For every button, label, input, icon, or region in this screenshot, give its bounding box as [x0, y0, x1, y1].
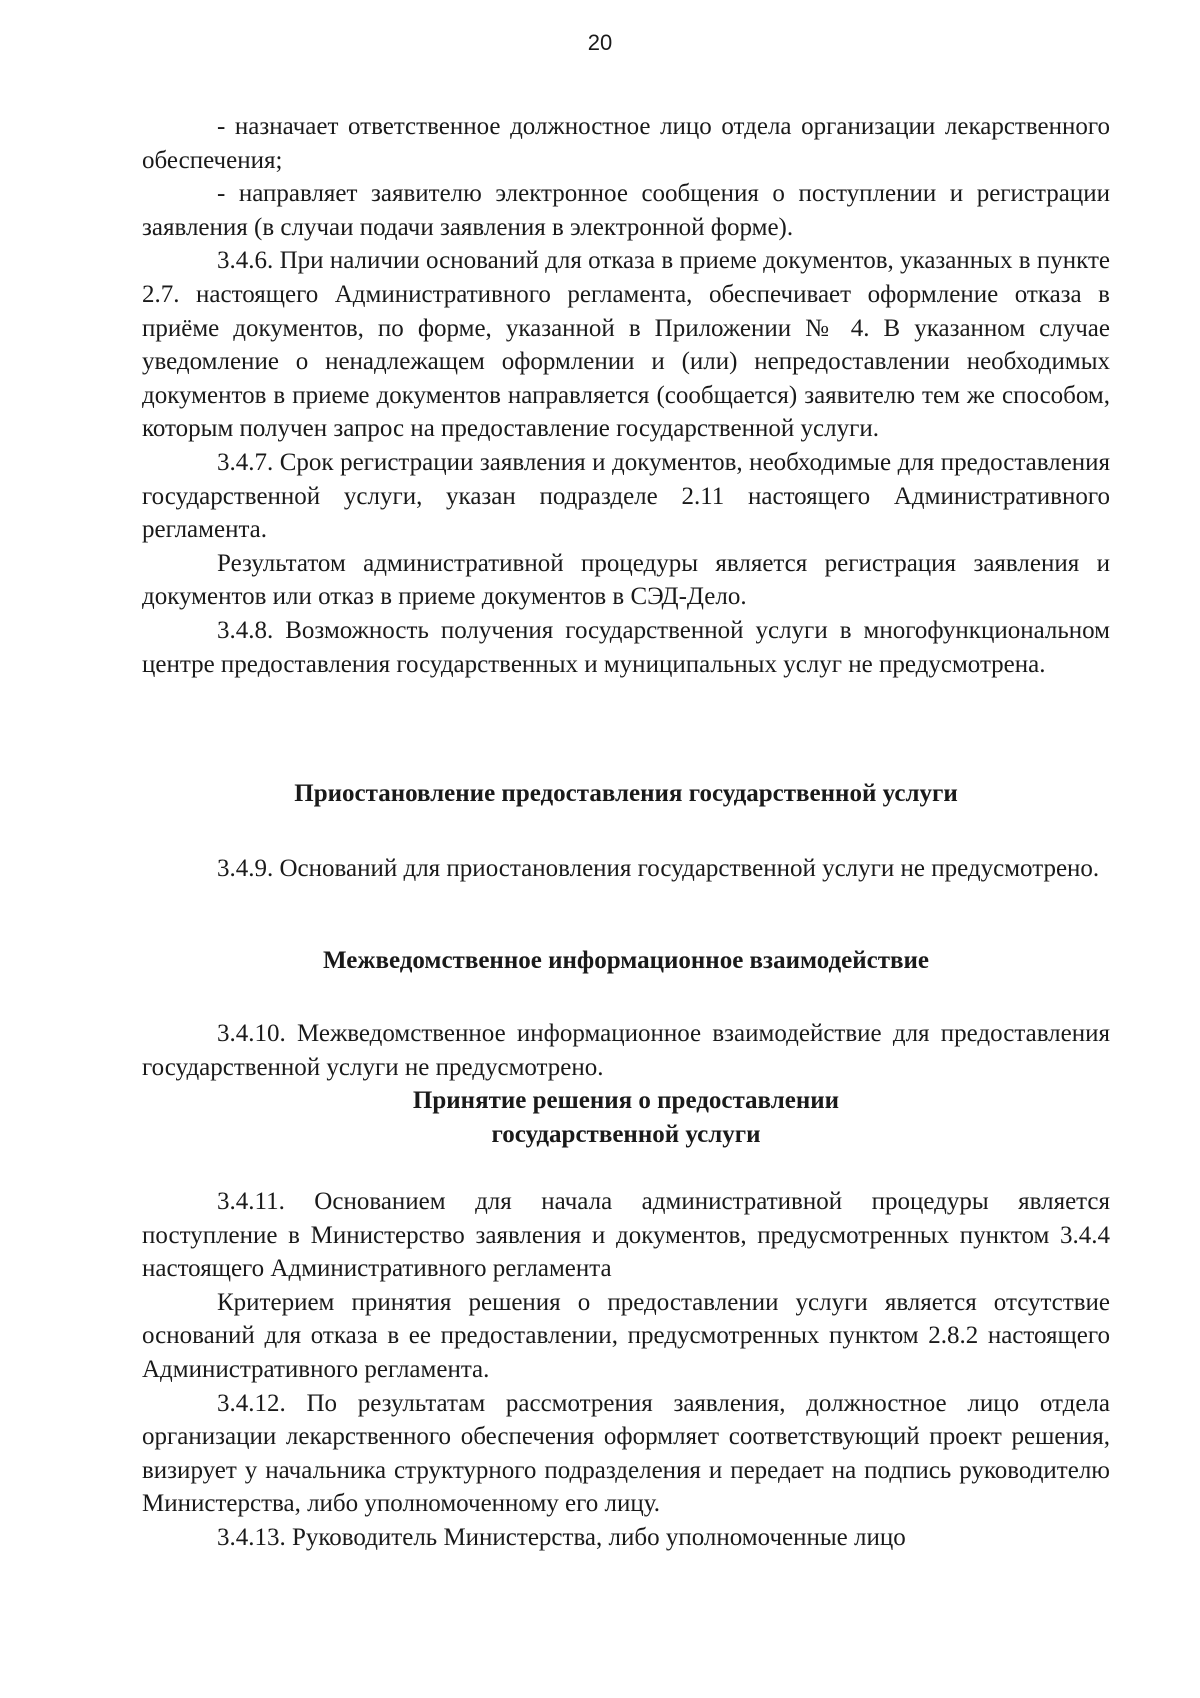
section-heading: Межведомственное информационное взаимодействие [323, 947, 929, 974]
section-3-4-registration [142, 110, 1110, 681]
paragraph: 3.4.10. Межведомственное информационное взаимодействие для предоставления государственной услуги не предусмотрено. [142, 1020, 1110, 1081]
heading-suspension-block [142, 777, 1110, 811]
section-heading: Принятие решения о предоставлении [412, 1087, 840, 1115]
paragraph: 3.4.12. По результатам рассмотрения заявления, должностное лицо отдела организации лекарственного обеспечения оформляет соответствующий проект решения, визирует у начальника структурного подразделения и передает на подпись руководителю Министерства, либо уполномоченному его лицу. [142, 1389, 1110, 1518]
section-decision [142, 1185, 1110, 1555]
paragraph: 3.4.8. Возможность получения государственной услуги в многофункциональном центре предоставления государственных и муниципальных услуг не предусмотрена. [142, 616, 1110, 678]
section-interagency [142, 1017, 1110, 1151]
section-heading: государственной услуги [491, 1120, 761, 1148]
paragraph: Критерием принятия решения о предоставлении услуги является отсутствие оснований для отказа в ее предоставлении, предусмотренных пунктом 2.8.2 настоящего Административного регламента. [142, 1288, 1110, 1383]
paragraph: 3.4.11. Основанием для начала административной процедуры является поступление в Министерство заявления и документов, предусмотренных пунктом 3.4.4 настоящего Административного регламента [142, 1188, 1110, 1283]
page-number: 20 [587, 30, 613, 55]
paragraph: 3.4.9. Оснований для приостановления государственной услуги не предусмотрено. [217, 855, 1100, 882]
paragraph: 3.4.7. Срок регистрации заявления и документов, необходимые для предоставления государственной услуги, указан подразделе 2.11 настоящего Административного регламента. [142, 448, 1110, 544]
paragraph: 3.4.6. При наличии оснований для отказа в приеме документов, указанных в пункте 2.7. настоящего Административного регламента, обеспечивает оформление отказа в приёме документов, по форме, указанной в Приложении № 4. В указанном случае уведомление о ненадлежащем оформлении и (или) непредоставлении необходимых документов в приеме документов направляется (сообщается) заявителю тем же способом, которым получен запрос на предоставление государственной услуги. [142, 247, 1110, 443]
section-heading: Приостановление предоставления государственной услуги [294, 780, 958, 807]
paragraph: Результатом административной процедуры является регистрация заявления и документов или отказ в приеме документов в СЭД-Дело. [142, 549, 1110, 611]
section-suspension [142, 852, 1110, 886]
heading-interagency-block [142, 944, 1110, 978]
paragraph: 3.4.13. Руководитель Министерства, либо уполномоченные лицо [217, 1523, 906, 1551]
paragraph: - направляет заявителю электронное сообщения о поступлении и регистрации заявления (в случаи подачи заявления в электронной форме). [142, 180, 1110, 241]
paragraph: - назначает ответственное должностное лицо отдела организации лекарственного обеспечения; [142, 113, 1110, 174]
